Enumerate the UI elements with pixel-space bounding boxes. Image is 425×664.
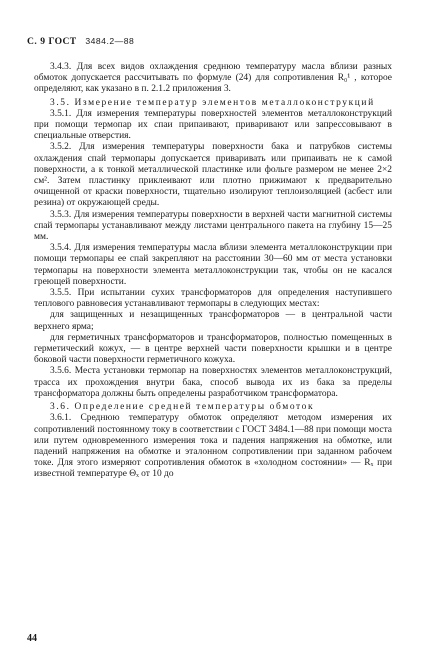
running-header [27, 36, 134, 47]
heading-3-5: 3.5. Измерение температур элементов металлоконструкций [50, 97, 375, 108]
paragraph-3-5-3: 3.5.3. Для измерения температуры поверхности в верхней части магнитной системы спай термопары устанавливают между листами центрального пакета на глубину 15—25 мм. [34, 209, 392, 243]
heading-3-6: 3.6. Определение средней температуры обмоток [50, 402, 315, 413]
paragraph-3-5-1: 3.5.1. Для измерения температуры поверхностей элементов металлоконструкций при помощи термопар их спаи припаивают, приваривают или запрессовывают в специальные отверстия. [34, 108, 392, 142]
header-standard: ГОСТ [48, 36, 77, 47]
paragraph-3-5-4: 3.5.4. Для измерения температуры масла вблизи элемента металлоконструкции при помощи термопары ее спай закрепляют на расстоянии 30—60 мм от места установки термопары на поверхности элемента металлоконструкции так, чтобы он не касался греющей поверхности. [34, 243, 392, 287]
body-text [34, 62, 392, 481]
paragraph-3-4-3: 3.4.3. Для всех видов охлаждения среднюю температуру масла вблизи разных обмоток допускается рассчитывать по формуле (24) для сопротивления R₀¹ , которое определяют, как указано в п. 2.1.2 приложения 3. [34, 62, 392, 95]
paragraph-3-5-5: 3.5.5. При испытании сухих трансформаторов для определения наступившего теплового равновесия устанавливают термопары в следующих местах: [34, 288, 392, 310]
header-page: С. 9 [27, 36, 46, 47]
paragraph-list-item-2: для герметичных трансформаторов и трансформаторов, полностью помещенных в герметический кожух, — в центре верхней части поверхности крышки и в центре боковой части поверхности герметичного кожуха. [34, 332, 392, 366]
paragraph-3-5-2: 3.5.2. Для измерения температуры поверхности бака и патрубков системы охлаждения спай термопары допускается приваривать или припаивать не к самой поверхности, а к тонкой металлической пластинке или фольге размером не менее 2×2 см². Затем пластинку приклеивают или плотно прижимают к предварительно очищенной от краски поверхности, тщательно изолируют теплоизоляцией (асбест или резина) от окружающей среды. [34, 142, 392, 209]
paragraph-3-6-1: 3.6.1. Среднюю температуру обмоток определяют методом измерения их сопротивлений постоянному току в соответствии с ГОСТ 3484.1—88 при помощи моста или путем одновременного измерения тока и падения напряжения на обмотке, или падений напряжения на обмотке и эталонном сопротивлении при заданном рабочем токе. Для этого измеряют сопротивления обмоток в «холодном состоянии» — Rₓ при известной температуре Θₓ от 10 до [34, 413, 392, 480]
header-number: 3484.2—88 [85, 36, 135, 46]
page-number: 44 [27, 633, 37, 644]
paragraph-list-item-1: для защищенных и незащищенных трансформаторов — в центральной части верхнего ярма; [34, 310, 392, 332]
paragraph-3-5-6: 3.5.6. Места установки термопар на поверхностях элементов металлоконструкций, трасса их прохождения внутри бака, способ вывода их из бака за пределы трансформатора должны быть определены разработчиком трансформатора. [34, 366, 392, 399]
